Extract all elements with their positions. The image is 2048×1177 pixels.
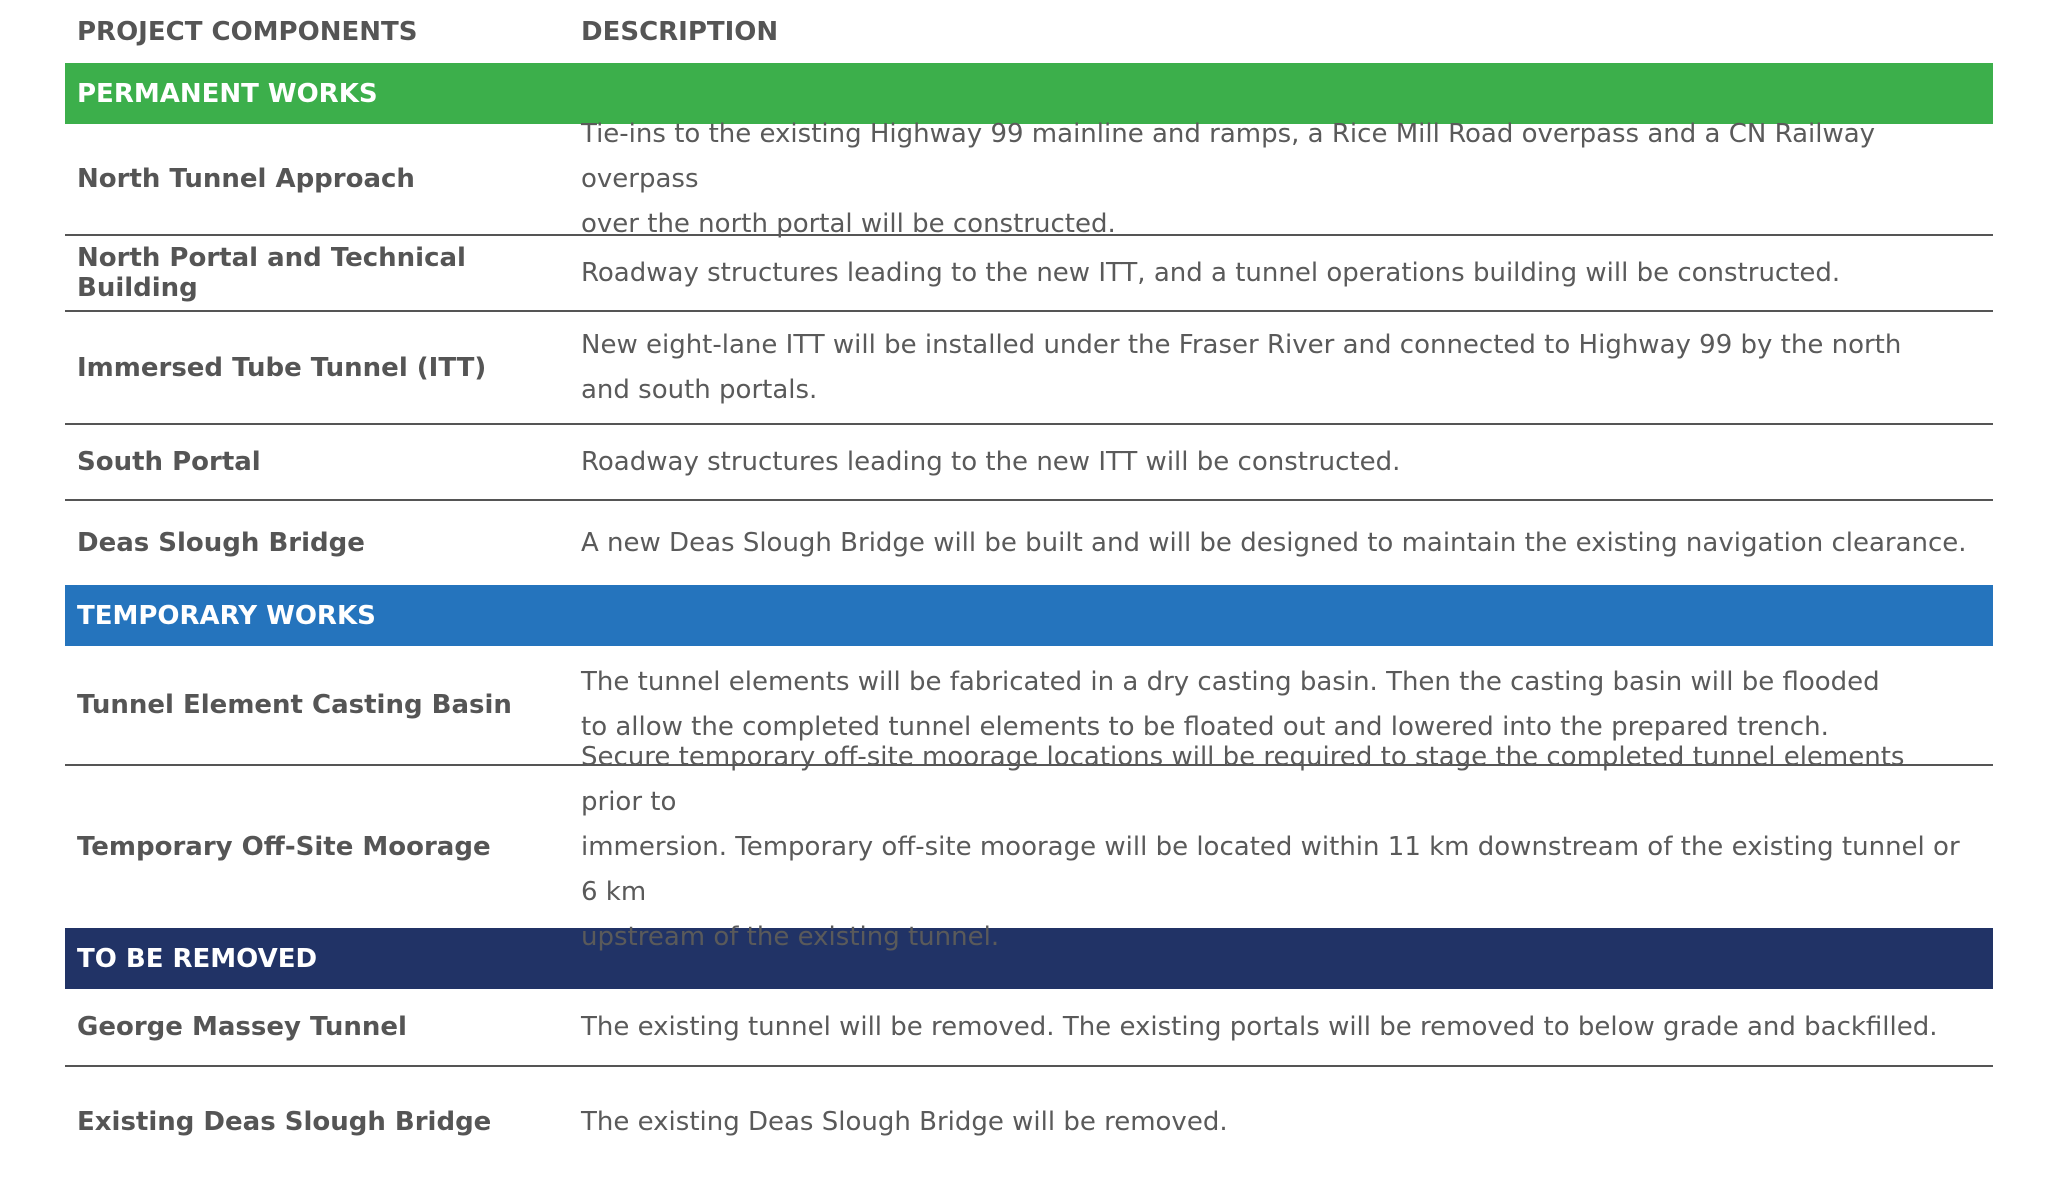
- component-name: Deas Slough Bridge: [77, 528, 365, 558]
- description-line: upstream of the existing tunnel.: [581, 921, 1000, 952]
- component-description: [581, 1005, 1993, 1050]
- description-line: New eight-lane ITT will be installed under the Fraser River and connected to Highway 99 by the north: [581, 329, 1902, 360]
- section-permanent-works: PERMANENT WORKS: [65, 63, 1993, 124]
- description-line: Tie-ins to the existing Highway 99 mainline and ramps, a Rice Mill Road overpass and a CN Railway overpass: [581, 118, 1876, 194]
- section-to-be-removed: TO BE REMOVED: [65, 928, 1993, 989]
- table-row: [65, 1067, 1993, 1177]
- component-description: [581, 1100, 1993, 1145]
- description-line: and south portals.: [581, 374, 818, 405]
- table-row: [65, 236, 1993, 312]
- section-temporary-works: TEMPORARY WORKS: [65, 585, 1993, 646]
- description-line: immersion. Temporary off-site moorage will be located within 11 km downstream of the existing tunnel or 6 km: [581, 831, 1960, 907]
- component-name: Immersed Tube Tunnel (ITT): [77, 352, 487, 383]
- table-row: [65, 741, 1993, 952]
- description-line: Roadway structures leading to the new ITT will be constructed.: [581, 446, 1401, 477]
- header-components: PROJECT COMPONENTS: [77, 16, 418, 47]
- component-description: [581, 521, 1993, 566]
- table-row: [65, 425, 1993, 501]
- table-header: [65, 0, 1993, 63]
- component-name: George Massey Tunnel: [77, 1012, 407, 1042]
- component-name: Existing Deas Slough Bridge: [77, 1107, 492, 1137]
- description-line: The tunnel elements will be fabricated in a dry casting basin. Then the casting basin will be flooded: [581, 667, 1880, 697]
- component-name: North Portal and Technical Building: [77, 243, 466, 303]
- component-name: Temporary Off-Site Moorage: [77, 832, 491, 862]
- description-line: over the north portal will be constructed.: [581, 208, 1116, 239]
- component-description: [581, 440, 1993, 485]
- description-line: Roadway structures leading to the new ITT, and a tunnel operations building will be constructed.: [581, 257, 1841, 288]
- description-line: The existing tunnel will be removed. The existing portals will be removed to below grade and backfilled.: [581, 1011, 1938, 1042]
- component-description: [581, 735, 1993, 960]
- table-row: [65, 312, 1993, 425]
- component-name: North Tunnel Approach: [77, 164, 415, 194]
- description-line: The existing Deas Slough Bridge will be removed.: [581, 1106, 1228, 1137]
- header-description: DESCRIPTION: [581, 16, 779, 47]
- table-row: [65, 118, 1993, 239]
- table-row: [65, 989, 1993, 1067]
- component-name: Tunnel Element Casting Basin: [77, 690, 512, 720]
- table-row: [65, 501, 1993, 585]
- description-line: to allow the completed tunnel elements to be floated out and lowered into the prepared trench.: [581, 712, 1829, 742]
- component-name: South Portal: [77, 447, 261, 477]
- description-line: A new Deas Slough Bridge will be built and will be designed to maintain the existing navigation clearance.: [581, 527, 1967, 558]
- project-components-table: [65, 0, 1993, 1177]
- component-description: [581, 251, 1993, 296]
- component-description: [581, 323, 1993, 413]
- component-description: [581, 112, 1993, 247]
- description-line: Secure temporary off-site moorage locations will be required to stage the completed tunnel elements prior to: [581, 741, 1905, 817]
